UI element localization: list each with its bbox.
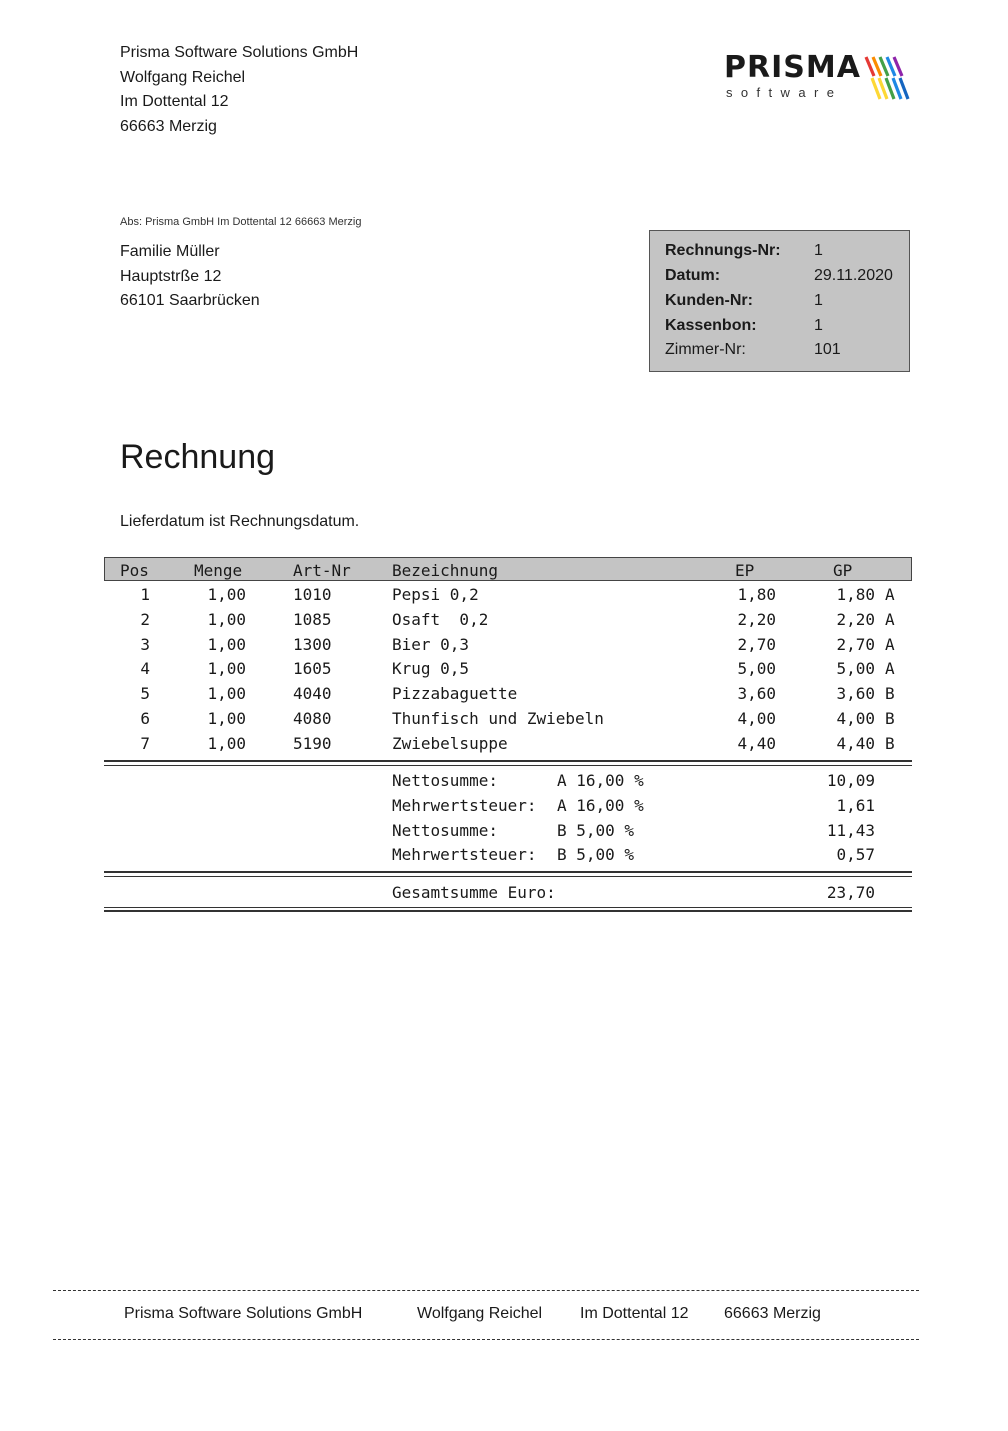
info-label: Zimmer-Nr:: [665, 341, 746, 358]
cell-bezeichnung: Thunfisch und Zwiebeln: [392, 709, 604, 728]
info-value: 1: [814, 292, 823, 309]
cell-menge: 1,00: [207, 734, 246, 753]
cell-bezeichnung: Pizzabaguette: [392, 684, 518, 703]
info-label: Rechnungs-Nr:: [665, 242, 781, 259]
summary-label: Mehrwertsteuer:: [392, 845, 537, 864]
cell-menge: 1,00: [207, 635, 246, 654]
cell-ep: 4,00: [737, 709, 776, 728]
info-value: 101: [814, 341, 841, 358]
cell-tax-code: B: [885, 734, 895, 753]
summary-label: Nettosumme:: [392, 821, 498, 840]
footer-name: Wolfgang Reichel: [417, 1305, 543, 1322]
info-label: Kunden-Nr:: [665, 292, 753, 309]
summary-value: 0,57: [836, 845, 875, 864]
cell-ep: 3,60: [737, 684, 776, 703]
summary-label: Mehrwertsteuer:: [392, 796, 537, 815]
cell-tax-code: B: [885, 684, 895, 703]
footer-divider: [53, 1290, 919, 1291]
cell-artnr: 1010: [293, 585, 332, 604]
summary-label: Nettosumme:: [392, 771, 498, 790]
delivery-note: Lieferdatum ist Rechnungsdatum.: [120, 513, 360, 530]
summary-value: 11,43: [826, 821, 875, 840]
prisma-logo: [724, 52, 914, 104]
column-header-artnr: Art-Nr: [293, 561, 351, 580]
column-header-pos: Pos: [120, 561, 149, 580]
divider: [104, 760, 912, 762]
cell-artnr: 4040: [293, 684, 332, 703]
divider: [104, 907, 912, 908]
cell-tax-code: B: [885, 709, 895, 728]
recipient-street: Hauptstrße 12: [120, 268, 222, 285]
cell-gp: 3,60: [836, 684, 875, 703]
cell-gp: 2,70: [836, 635, 875, 654]
cell-menge: 1,00: [207, 684, 246, 703]
cell-pos: 4: [140, 659, 150, 678]
summary-rate: A 16,00 %: [557, 796, 644, 815]
summary-rate: B 5,00 %: [557, 821, 635, 840]
cell-menge: 1,00: [207, 585, 246, 604]
summary-rate: A 16,00 %: [557, 771, 644, 790]
sender-city: 66663 Merzig: [120, 118, 217, 135]
info-label: Datum:: [665, 267, 721, 284]
cell-artnr: 1300: [293, 635, 332, 654]
cell-pos: 2: [140, 610, 150, 629]
cell-artnr: 5190: [293, 734, 332, 753]
cell-artnr: 4080: [293, 709, 332, 728]
info-value: 1: [814, 317, 823, 334]
cell-bezeichnung: Pepsi 0,2: [392, 585, 479, 604]
page-title: Rechnung: [120, 438, 276, 476]
info-value: 29.11.2020: [814, 267, 893, 284]
cell-pos: 3: [140, 635, 150, 654]
cell-tax-code: A: [885, 635, 895, 654]
return-address: Abs: Prisma GmbH Im Dottental 12 66663 Merzig: [120, 216, 362, 228]
footer-street: Im Dottental 12: [580, 1305, 689, 1322]
divider: [104, 910, 912, 912]
footer-company: Prisma Software Solutions GmbH: [124, 1305, 363, 1322]
info-value: 1: [814, 242, 823, 259]
recipient-city: 66101 Saarbrücken: [120, 292, 260, 309]
cell-pos: 1: [140, 585, 150, 604]
cell-pos: 6: [140, 709, 150, 728]
divider: [104, 876, 912, 877]
cell-pos: 7: [140, 734, 150, 753]
cell-gp: 4,40: [836, 734, 875, 753]
cell-ep: 2,70: [737, 635, 776, 654]
invoice-info-box: [649, 230, 910, 372]
logo-wordmark: PRISMA: [724, 50, 861, 85]
summary-value: 1,61: [836, 796, 875, 815]
cell-gp: 5,00: [836, 659, 875, 678]
cell-bezeichnung: Bier 0,3: [392, 635, 470, 654]
cell-pos: 5: [140, 684, 150, 703]
total-value: 23,70: [826, 883, 875, 902]
cell-ep: 2,20: [737, 610, 776, 629]
rainbow-stripes-icon: [862, 54, 910, 102]
recipient-name: Familie Müller: [120, 243, 220, 260]
cell-bezeichnung: Osaft 0,2: [392, 610, 489, 629]
column-header-gp: GP: [833, 561, 853, 580]
column-header-bezeichnung: Bezeichnung: [392, 561, 498, 580]
cell-bezeichnung: Krug 0,5: [392, 659, 470, 678]
cell-menge: 1,00: [207, 709, 246, 728]
sender-street: Im Dottental 12: [120, 93, 229, 110]
cell-ep: 4,40: [737, 734, 776, 753]
cell-ep: 5,00: [737, 659, 776, 678]
summary-rate: B 5,00 %: [557, 845, 635, 864]
footer-divider: [53, 1339, 919, 1340]
divider: [104, 765, 912, 766]
sender-company: Prisma Software Solutions GmbH: [120, 44, 359, 61]
divider: [104, 871, 912, 873]
cell-artnr: 1605: [293, 659, 332, 678]
cell-menge: 1,00: [207, 659, 246, 678]
cell-gp: 2,20: [836, 610, 875, 629]
table-header: [104, 557, 912, 581]
column-header-ep: EP: [735, 561, 755, 580]
summary-value: 10,09: [826, 771, 875, 790]
cell-bezeichnung: Zwiebelsuppe: [392, 734, 508, 753]
column-header-menge: Menge: [194, 561, 243, 580]
logo-subtitle: software: [726, 85, 843, 100]
total-label: Gesamtsumme Euro:: [392, 883, 556, 902]
cell-tax-code: A: [885, 659, 895, 678]
cell-ep: 1,80: [737, 585, 776, 604]
cell-tax-code: A: [885, 610, 895, 629]
cell-menge: 1,00: [207, 610, 246, 629]
footer-city: 66663 Merzig: [724, 1305, 821, 1322]
info-label: Kassenbon:: [665, 317, 757, 334]
cell-tax-code: A: [885, 585, 895, 604]
cell-gp: 1,80: [836, 585, 875, 604]
cell-artnr: 1085: [293, 610, 332, 629]
sender-name: Wolfgang Reichel: [120, 69, 246, 86]
cell-gp: 4,00: [836, 709, 875, 728]
